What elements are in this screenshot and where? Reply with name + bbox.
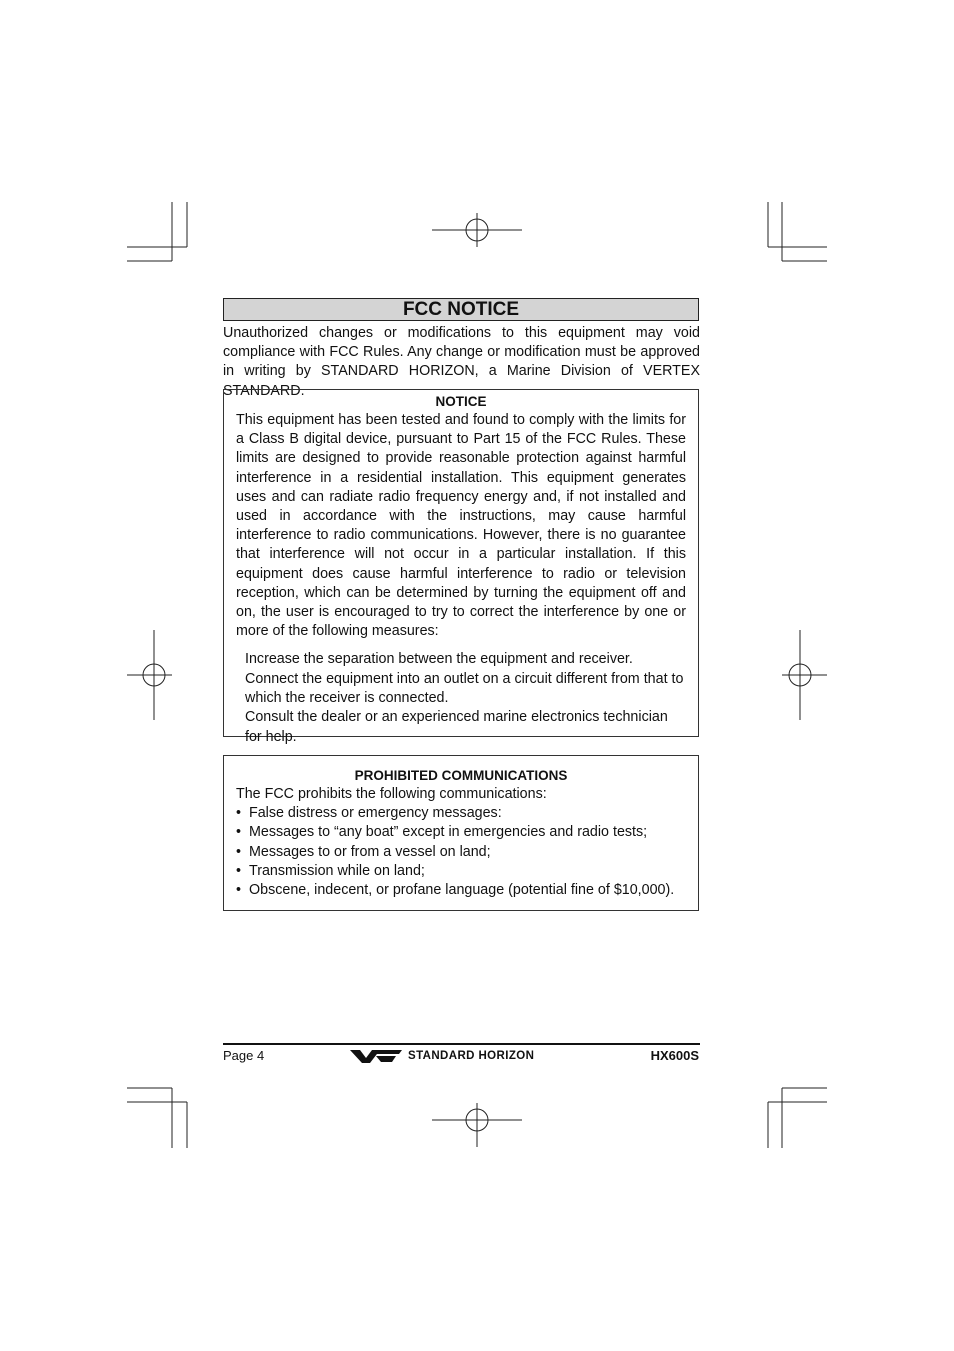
list-item: • False distress or emergency messages: bbox=[236, 804, 686, 823]
prohibited-heading: PROHIBITED COMMUNICATIONS bbox=[354, 768, 568, 783]
model-number: HX600S bbox=[650, 1048, 699, 1063]
prohibited-lead: The FCC prohibits the following communications: bbox=[236, 786, 547, 802]
fcc-notice-title: FCC NOTICE bbox=[223, 298, 699, 321]
prohibited-box bbox=[223, 755, 699, 911]
notice-box bbox=[223, 389, 699, 745]
list-item: • Messages to or from a vessel on land; bbox=[236, 843, 686, 862]
measure-item: Increase the separation between the equipment and receiver. bbox=[245, 651, 633, 668]
intro-paragraph: Unauthorized changes or modifications to this equipment may void compliance with FCC Rules. Any change or modification must be approved in writing by STANDARD HORIZON, a Marine Division of VERTEX STANDARD. bbox=[223, 325, 700, 399]
standard-horizon-logo-icon bbox=[350, 1047, 402, 1065]
notice-heading: NOTICE bbox=[435, 394, 487, 409]
list-item: • Transmission while on land; bbox=[236, 862, 686, 881]
measure-item: Consult the dealer or an experienced marine electronics technician for help. bbox=[245, 709, 668, 745]
brand-logo bbox=[350, 1047, 534, 1065]
measure-item: Connect the equipment into an outlet on a circuit different from that to which the receiver is connected. bbox=[245, 670, 684, 707]
footer-rule bbox=[223, 1043, 700, 1045]
brand-name: STANDARD HORIZON bbox=[408, 1050, 535, 1062]
measures-list bbox=[245, 650, 686, 746]
notice-body: This equipment has been tested and found to comply with the limits for a Class B digital device, pursuant to Part 15 of the FCC Rules. These limits are designed to provide reasonable protection against harmful interference in a residential installation. This equipment generates uses and can radiate radio frequency energy and, if not installed and used in accordance with the instructions, may cause harmful interference to radio communications. However, there is no guarantee that interference will not occur in a particular installation. If this equipment does cause harmful interference to radio or television reception, which can be determined by turning the equipment off and on, the user is encouraged to try to correct the interference by one or more of the following measures: bbox=[236, 412, 686, 640]
list-item: • Messages to “any boat” except in emergencies and radio tests; bbox=[236, 823, 686, 842]
prohibited-list bbox=[236, 804, 686, 900]
page-number: Page 4 bbox=[223, 1048, 265, 1063]
list-item: • Obscene, indecent, or profane language (potential fine of $10,000). bbox=[236, 881, 686, 900]
